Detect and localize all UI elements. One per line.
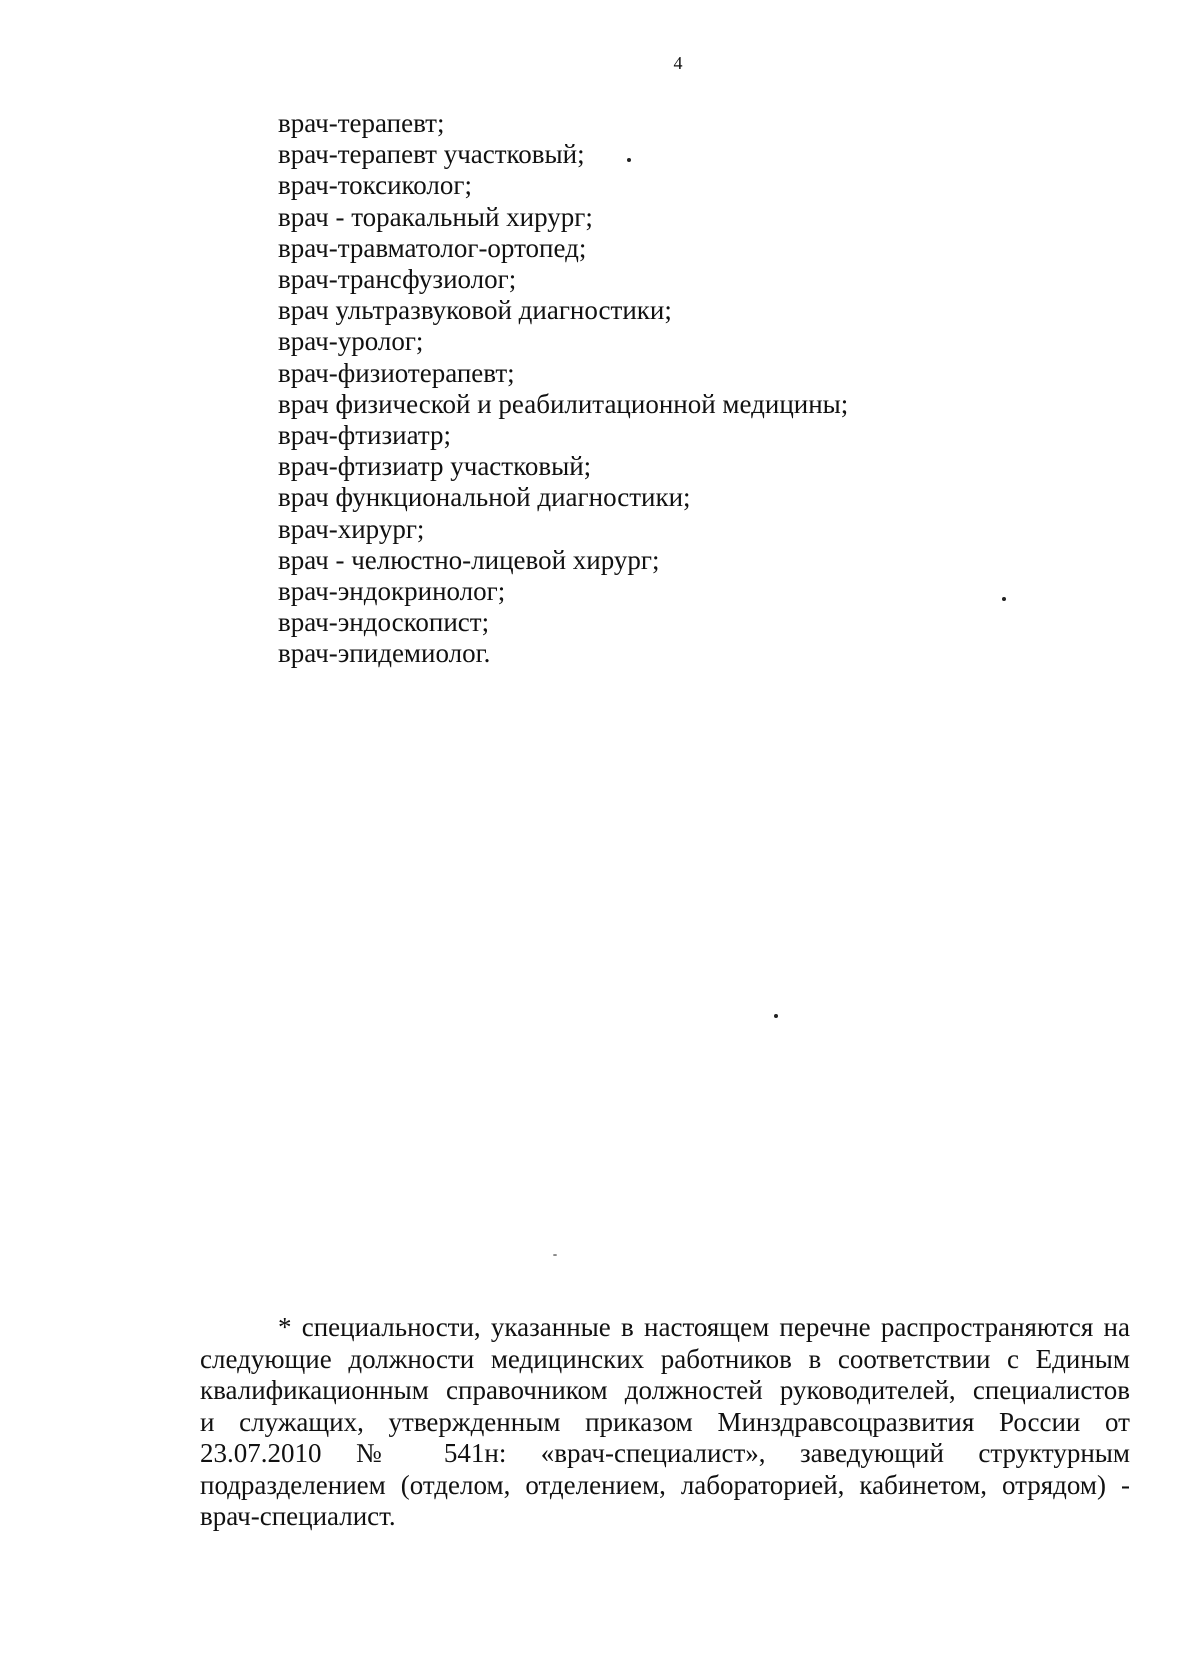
scan-speck	[1002, 597, 1006, 601]
footnote-line: квалификационным справочником должностей руководителей, специалистов	[200, 1375, 1130, 1405]
footnote-line: подразделением (отделом, отделением, лабораторией, кабинетом, отрядом) -	[200, 1469, 1130, 1500]
footnote-line: * специальности, указанные в настоящем перечне распространяются на	[278, 1312, 1130, 1342]
scan-speck	[627, 158, 631, 162]
list-item: врач-эндокринолог;	[278, 576, 506, 607]
footnote-line: следующие должности медицинских работников в соответствии с Единым	[200, 1343, 1130, 1374]
footnote	[200, 1312, 1130, 1533]
list-item: врач-терапевт участковый;	[278, 139, 585, 170]
list-item: врач-фтизиатр;	[278, 420, 451, 451]
footnote-line: врач-специалист.	[200, 1501, 396, 1531]
list-item: врач-эндоскопист;	[278, 607, 490, 638]
list-item: врач - челюстно-лицевой хирург;	[278, 544, 660, 575]
list-item: врач-терапевт;	[278, 108, 445, 138]
list-item: врач-фтизиатр участковый;	[278, 451, 592, 482]
footnote-line: 23.07.2010 № 541н: «врач-специалист», заведующий структурным	[200, 1438, 1130, 1468]
list-item: врач-токсиколог;	[278, 170, 472, 201]
list-item: врач физической и реабилитационной медицины;	[278, 388, 849, 419]
page-number: 4	[673, 53, 683, 73]
specialty-list	[278, 108, 848, 670]
list-item: врач функциональной диагностики;	[278, 482, 691, 513]
list-item: врач ультразвуковой диагностики;	[278, 295, 672, 326]
list-item: врач-эпидемиолог.	[278, 638, 491, 669]
footnote-line: и служащих, утвержденным приказом Минздравсоцразвития России от	[200, 1406, 1130, 1437]
list-item: врач-трансфузиолог;	[278, 264, 517, 295]
scan-speck	[553, 1254, 557, 1256]
list-item: врач-физиотерапевт;	[278, 357, 515, 388]
list-item: врач - торакальный хирург;	[278, 201, 593, 232]
scan-speck	[774, 1014, 778, 1018]
list-item: врач-уролог;	[278, 326, 424, 357]
list-item: врач-хирург;	[278, 513, 425, 544]
list-item: врач-травматолог-ортопед;	[278, 232, 587, 263]
